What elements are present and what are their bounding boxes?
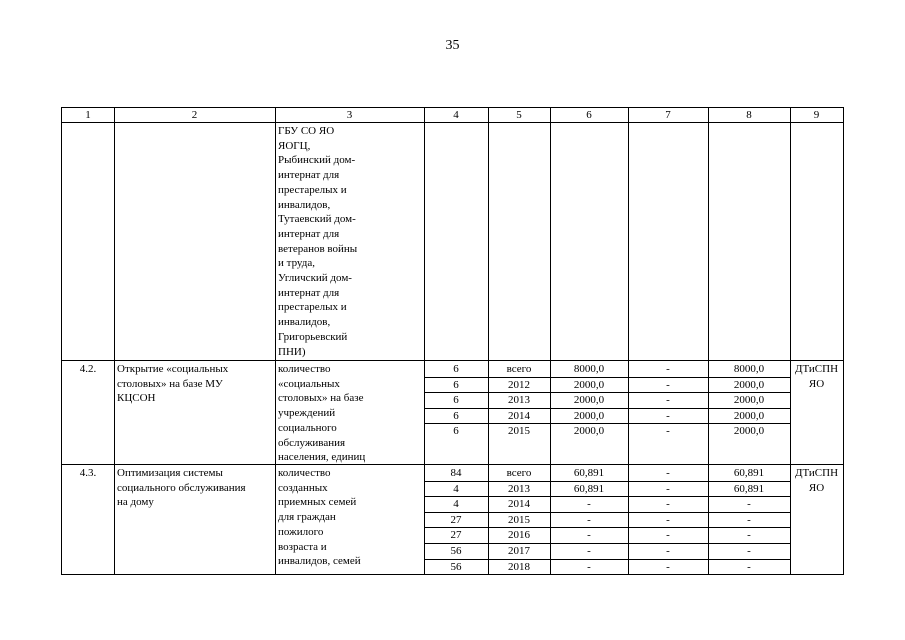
- data-cell: -: [666, 482, 670, 495]
- data-cell: 4: [453, 482, 459, 495]
- data-table: [61, 107, 844, 575]
- data-cell: 56: [450, 560, 462, 573]
- text-line: на дому: [117, 496, 154, 508]
- data-cell: 84: [450, 467, 462, 479]
- data-cell: 8000,0: [733, 363, 765, 375]
- subrow-divider: [424, 496, 790, 497]
- subrow-divider: [424, 377, 790, 378]
- text-line: «социальных: [278, 377, 340, 390]
- data-cell: 60,891: [573, 467, 605, 479]
- data-cell: 2000,0: [573, 425, 605, 437]
- data-cell: -: [666, 498, 670, 511]
- data-cell: -: [587, 498, 591, 511]
- text-line: столовых» на базе: [278, 392, 364, 405]
- data-cell: -: [666, 409, 670, 422]
- header-cell: 5: [516, 109, 522, 121]
- data-cell: 27: [450, 529, 462, 542]
- data-cell: 2015: [508, 425, 530, 437]
- row-divider: [62, 360, 843, 361]
- data-cell: -: [666, 467, 670, 479]
- text-line: престарелых и: [278, 301, 347, 314]
- data-cell: -: [587, 545, 591, 557]
- data-cell: -: [666, 378, 670, 391]
- data-cell: -: [587, 513, 591, 526]
- text-line: инвалидов,: [278, 316, 331, 329]
- data-cell: 4: [453, 498, 459, 511]
- text-line: инвалидов, семей: [278, 555, 361, 568]
- data-cell: -: [666, 545, 670, 557]
- text-line: Открытие «социальных: [117, 363, 229, 375]
- data-cell: 2013: [508, 482, 530, 495]
- data-cell: -: [666, 529, 670, 542]
- page-number: 35: [445, 38, 460, 53]
- text-line: ЯОГЦ,: [278, 139, 311, 152]
- text-line: инвалидов,: [278, 198, 331, 211]
- data-cell: -: [587, 529, 591, 542]
- data-cell: -: [666, 394, 670, 406]
- row-number: 4.3.: [79, 467, 97, 479]
- text-line: пожилого: [278, 525, 324, 538]
- text-line: столовых» на базе МУ: [117, 377, 223, 390]
- data-cell: 2018: [508, 560, 530, 573]
- data-cell: -: [666, 425, 670, 437]
- data-cell: 8000,0: [573, 363, 605, 375]
- data-cell: -: [747, 545, 751, 557]
- data-cell: 2013: [508, 394, 530, 406]
- data-cell: 2016: [508, 529, 530, 542]
- data-cell: -: [747, 498, 751, 511]
- data-cell: 2014: [508, 409, 530, 422]
- text-line: социального обслуживания: [117, 481, 246, 494]
- header-cell: 1: [85, 109, 91, 121]
- text-line: социального: [278, 421, 337, 434]
- column-divider: [275, 108, 276, 574]
- text-line: и труда,: [278, 257, 315, 270]
- data-cell: 2000,0: [573, 409, 605, 422]
- data-cell: 56: [450, 545, 462, 557]
- data-cell: 6: [453, 394, 459, 406]
- text-line: созданных: [278, 481, 328, 494]
- data-cell: -: [747, 560, 751, 573]
- text-line: населения, единиц: [278, 451, 366, 464]
- text-line: ветеранов войны: [278, 242, 358, 255]
- text-line: приемных семей: [278, 496, 357, 509]
- header-cell: 7: [665, 109, 671, 121]
- data-cell: 2012: [508, 378, 530, 391]
- data-cell: 6: [453, 409, 459, 422]
- executor-cell: ДТиСПН ЯО: [794, 467, 839, 494]
- data-cell: 2000,0: [733, 378, 765, 391]
- header-cell: 6: [586, 109, 592, 121]
- header-cell: 2: [191, 109, 198, 121]
- data-cell: 2000,0: [733, 394, 765, 406]
- text-line: возраста и: [278, 540, 327, 553]
- text-line: Угличский дом-: [278, 272, 352, 284]
- subrow-divider: [424, 408, 790, 409]
- header-cell: 8: [746, 109, 752, 121]
- data-cell: 2015: [508, 513, 530, 526]
- data-cell: всего: [506, 467, 532, 479]
- text-line: Оптимизация системы: [117, 467, 223, 479]
- text-line: ГБУ СО ЯО: [278, 125, 335, 137]
- data-cell: 60,891: [573, 482, 605, 495]
- text-line: интернат для: [278, 169, 340, 182]
- data-cell: 6: [453, 363, 459, 375]
- row-number: 4.2.: [79, 363, 97, 375]
- subrow-divider: [424, 527, 790, 528]
- text-line: Григорьевский: [278, 330, 348, 343]
- data-cell: 6: [453, 425, 459, 437]
- data-cell: 60,891: [733, 467, 765, 479]
- data-cell: 2000,0: [573, 378, 605, 391]
- text-line: интернат для: [278, 227, 340, 240]
- text-line: Тутаевский дом-: [278, 213, 356, 226]
- header-cell: 9: [813, 109, 820, 121]
- column-divider: [114, 108, 115, 574]
- row-divider: [62, 464, 843, 465]
- data-cell: -: [666, 560, 670, 573]
- data-cell: -: [587, 560, 591, 573]
- data-cell: 2014: [508, 498, 530, 511]
- data-cell: всего: [506, 363, 532, 375]
- subrow-divider: [424, 392, 790, 393]
- data-cell: 2000,0: [733, 425, 765, 437]
- subrow-divider: [424, 559, 790, 560]
- text-line: Рыбинский дом-: [278, 154, 356, 167]
- header-cell: 3: [346, 109, 353, 121]
- data-cell: -: [666, 513, 670, 526]
- column-divider: [790, 108, 791, 574]
- header-cell: 4: [453, 109, 459, 121]
- subrow-divider: [424, 481, 790, 482]
- data-cell: 2000,0: [573, 394, 605, 406]
- text-line: ПНИ): [278, 345, 306, 358]
- text-line: престарелых и: [278, 183, 347, 196]
- data-cell: 6: [453, 378, 459, 391]
- subrow-divider: [424, 543, 790, 544]
- text-line: количество: [278, 467, 331, 479]
- data-cell: -: [747, 529, 751, 542]
- data-cell: 27: [450, 513, 462, 526]
- subrow-divider: [424, 423, 790, 424]
- text-line: КЦСОН: [117, 392, 156, 404]
- text-line: количество: [278, 363, 331, 375]
- text-line: учреждений: [278, 407, 336, 420]
- subrow-divider: [424, 512, 790, 513]
- text-line: обслуживания: [278, 436, 346, 449]
- executor-cell: ДТиСПН ЯО: [794, 363, 839, 390]
- data-cell: 2017: [508, 545, 530, 557]
- header-divider: [62, 122, 843, 123]
- text-line: для граждан: [278, 511, 336, 524]
- text-line: интернат для: [278, 286, 340, 299]
- data-cell: -: [666, 363, 670, 375]
- data-cell: -: [747, 513, 751, 526]
- data-cell: 60,891: [733, 482, 765, 495]
- data-cell: 2000,0: [733, 409, 765, 422]
